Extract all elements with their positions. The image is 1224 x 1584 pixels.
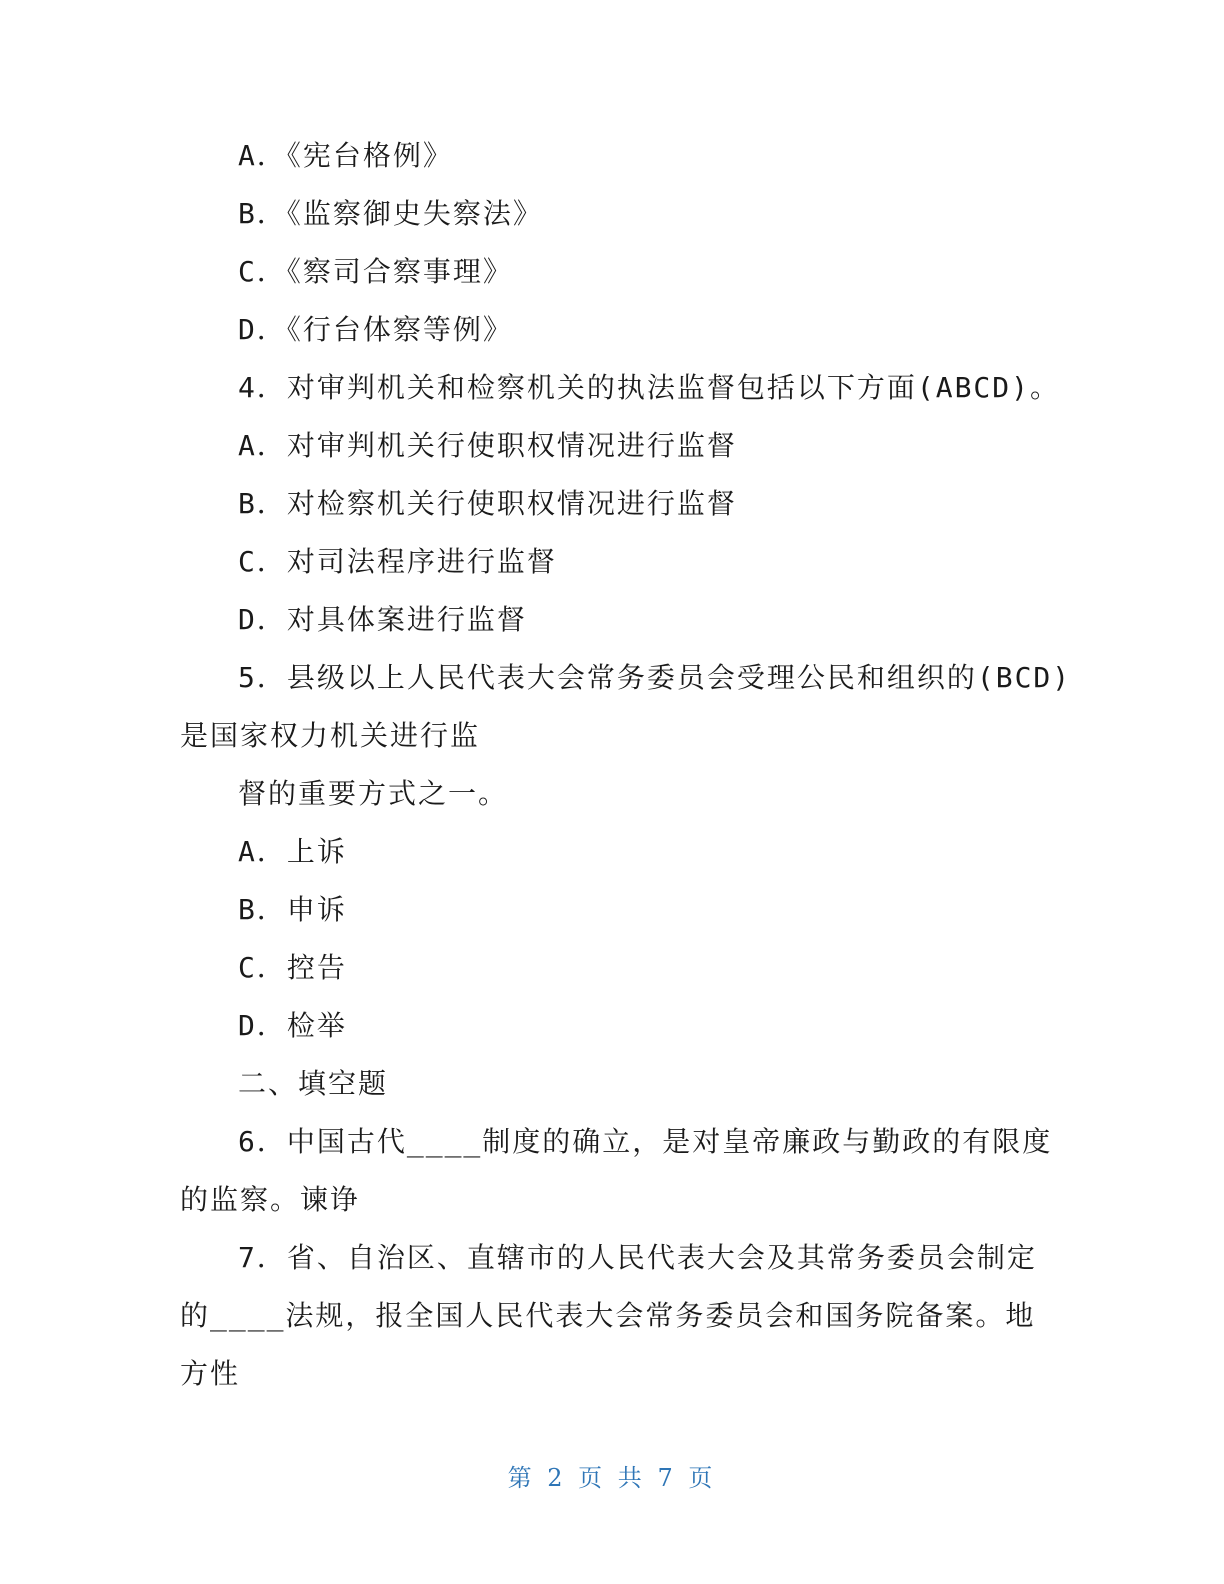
question-7-continuation-2: 方性 [180,1357,241,1390]
q4-option-d: D．对具体案进行监督 [238,603,527,636]
question-6-continuation: 的监察。谏诤 [180,1183,361,1216]
q4-option-c: C．对司法程序进行监督 [238,545,557,578]
q5-option-c: C．控告 [238,951,347,984]
question-5-continuation: 是国家权力机关进行监 [180,719,481,752]
question-5-continuation-2: 督的重要方式之一。 [238,777,509,810]
question-4: 4．对审判机关和检察机关的执法监督包括以下方面(ABCD)。 [238,371,1061,404]
option-d-line: D．《行台体察等例》 [238,313,513,346]
q5-option-b: B．申诉 [238,893,347,926]
section-heading-fill-blank: 二、填空题 [238,1067,389,1100]
option-c-line: C．《察司合察事理》 [238,255,513,288]
option-a-line: A．《宪台格例》 [238,139,453,172]
option-b-line: B．《监察御史失察法》 [238,197,543,230]
question-7-continuation: 的____法规，报全国人民代表大会常务委员会和国务院备案。地 [180,1299,1036,1332]
question-7: 7．省、自治区、直辖市的人民代表大会及其常务委员会制定 [238,1241,1037,1274]
q5-option-d: D．检举 [238,1009,347,1042]
question-6: 6．中国古代____制度的确立，是对皇帝廉政与勤政的有限度 [238,1125,1053,1158]
q4-option-a: A．对审判机关行使职权情况进行监督 [238,429,737,462]
q4-option-b: B．对检察机关行使职权情况进行监督 [238,487,737,520]
question-5: 5．县级以上人民代表大会常务委员会受理公民和组织的(BCD) [238,661,1072,694]
page-number-footer: 第 2 页 共 7 页 [507,1464,717,1492]
q5-option-a: A．上诉 [238,835,347,868]
